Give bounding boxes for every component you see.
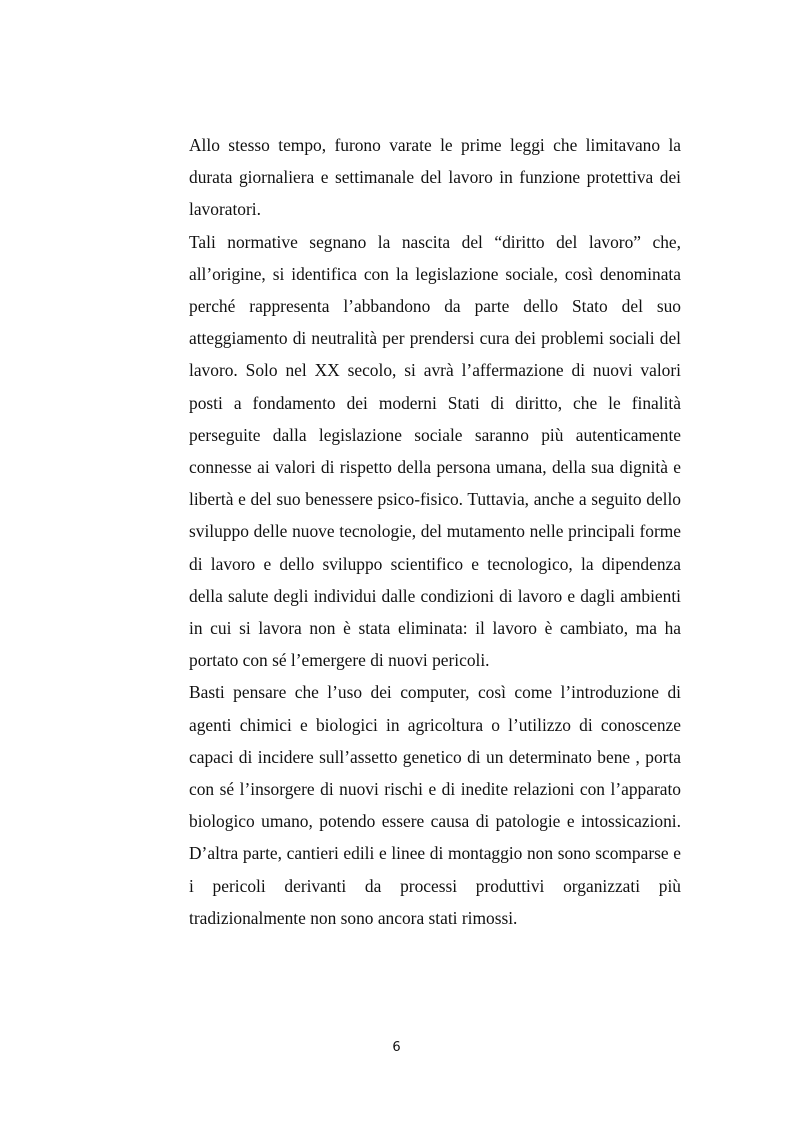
paragraph-1: Allo stesso tempo, furono varate le prime leggi che limitavano la durata giornaliera e settimanale del lavoro in funzione protettiva dei lavoratori. [189, 135, 681, 220]
page-number: 6 [392, 1040, 401, 1055]
paragraph-2: Tali normative segnano la nascita del “diritto del lavoro” che, all’origine, si identifica con la legislazione sociale, così denominata perché rappresenta l’abbandono da parte dello Stato del suo atteggiamento di neutralità per prendersi cura dei problemi sociali del lavoro. Solo nel XX secolo, si avrà l’affermazione di nuovi valori posti a fondamento dei moderni Stati di diritto, che le finalità perseguite dalla legislazione sociale saranno più autenticamente connesse ai valori di rispetto della persona umana, della sua dignità e libertà e del suo benessere psico-fisico. Tuttavia, anche a seguito dello sviluppo delle nuove tecnologie, del mutamento nelle principali forme di lavoro e dello sviluppo scientifico e tecnologico, la dipendenza della salute degli individui dalle condizioni di lavoro e dagli ambienti in cui si lavora non è stata eliminata: il lavoro è cambiato, ma ha portato con sé l’emergere di nuovi pericoli. [189, 231, 681, 671]
body-text [189, 129, 681, 934]
paragraph-3: Basti pensare che l’uso dei computer, così come l’introduzione di agenti chimici e biologici in agricoltura o l’utilizzo di conoscenze capaci di incidere sull’assetto genetico di un determinato bene , porta con sé l’insorgere di nuovi rischi e di inedite relazioni con l’apparato biologico umano, potendo essere causa di patologie e intossicazioni. D’altra parte, cantieri edili e linee di montaggio non sono scomparse e i pericoli derivanti da processi produttivi organizzati più tradizionalmente non sono ancora stati rimossi. [189, 682, 681, 928]
